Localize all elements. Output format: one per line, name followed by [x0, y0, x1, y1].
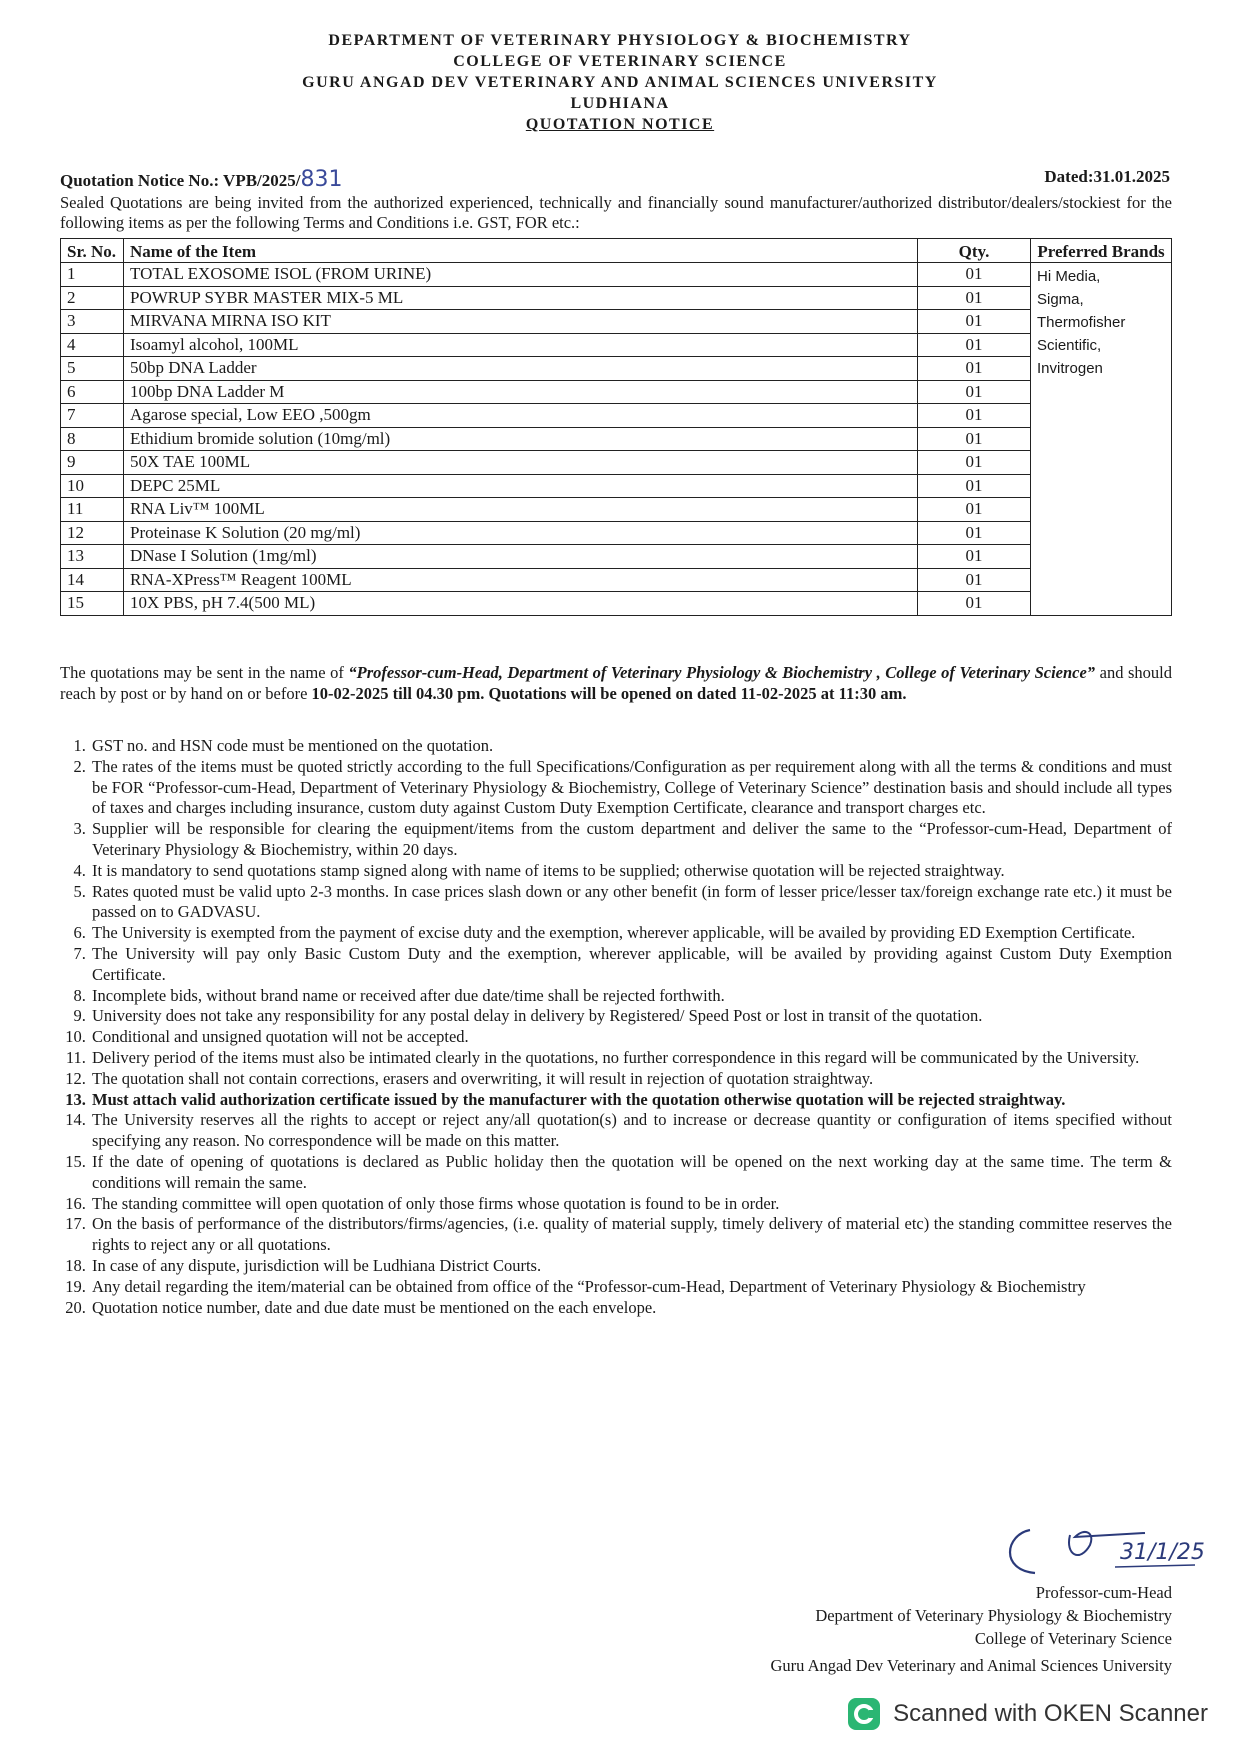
signatory-title: Professor-cum-Head: [1035, 1583, 1172, 1602]
city-title: LUDHIANA: [570, 95, 670, 112]
table-row: [61, 521, 1172, 545]
table-row: [61, 545, 1172, 569]
condition-item: 2. The rates of the items must be quoted strictly according to the full Specifications/Configuration as per requirement along with all the terms & conditions and must be FOR “Professor-cum-Head, Department of Veterinary Physiology & Biochemistry, College of Veterinary Science” destination basis and should include all types of taxes and charges including insurance, custom duty against Custom Duty Exemption Certificate, clearance and transport charges etc.: [90, 757, 1172, 819]
condition-item: 19. Any detail regarding the item/material can be obtained from office of the “Professor-cum-Head, Department of Veterinary Physiology & Biochemistry: [90, 1277, 1172, 1298]
signatory-university: Guru Angad Dev Veterinary and Animal Sciences University: [770, 1656, 1172, 1675]
scanner-watermark: [847, 1697, 1208, 1731]
row-sr-no: 15: [61, 592, 124, 616]
row-item-name: Proteinase K Solution (20 mg/ml): [124, 521, 918, 545]
scanner-label: Scanned with OKEN Scanner: [893, 1700, 1208, 1727]
table-row: [61, 498, 1172, 522]
row-sr-no: 13: [61, 545, 124, 569]
table-row: [61, 568, 1172, 592]
terms-deadline: 10-02-2025 till 04.30 pm. Quotations will be opened on dated 11-02-2025 at 11:30 am: [311, 684, 903, 703]
row-qty: 01: [918, 380, 1031, 404]
row-qty: 01: [918, 286, 1031, 310]
row-sr-no: 11: [61, 498, 124, 522]
brand-name: Thermofisher: [1037, 314, 1126, 331]
row-sr-no: 14: [61, 568, 124, 592]
row-qty: 01: [918, 592, 1031, 616]
row-qty: 01: [918, 568, 1031, 592]
condition-item: 6. The University is exempted from the payment of excise duty and the exemption, wherever applicable, will be availed by providing ED Exemption Certificate.: [90, 923, 1172, 944]
condition-item: 5. Rates quoted must be valid upto 2-3 months. In case prices slash down or any other benefit (in form of lesser price/lesser tax/foreign exchange rate etc.) it must be passed on to GADVASU.: [90, 882, 1172, 924]
row-qty: 01: [918, 404, 1031, 428]
table-row: [61, 592, 1172, 616]
row-item-name: RNA Liv™ 100ML: [124, 498, 918, 522]
condition-item: 13. Must attach valid authorization certificate issued by the manufacturer with the quotation otherwise quotation will be rejected straightway.: [90, 1090, 1172, 1111]
notice-title: QUOTATION NOTICE: [525, 116, 715, 133]
row-sr-no: 12: [61, 521, 124, 545]
row-item-name: MIRVANA MIRNA ISO KIT: [124, 310, 918, 334]
row-item-name: DEPC 25ML: [124, 474, 918, 498]
notice-number-line: [60, 167, 1170, 192]
table-row: [61, 380, 1172, 404]
notice-date: Dated:31.01.2025: [1044, 167, 1170, 186]
items-table: [60, 238, 1172, 616]
row-item-name: 50X TAE 100ML: [124, 451, 918, 475]
row-sr-no: 1: [61, 263, 124, 287]
table-row: [61, 286, 1172, 310]
row-sr-no: 10: [61, 474, 124, 498]
brand-name: Hi Media,: [1037, 268, 1101, 285]
notice-number-label: Quotation Notice No.: VPB/2025/: [60, 171, 301, 190]
row-sr-no: 6: [61, 380, 124, 404]
row-item-name: Ethidium bromide solution (10mg/ml): [124, 427, 918, 451]
table-row: [61, 427, 1172, 451]
row-sr-no: 2: [61, 286, 124, 310]
terms-addressee: “Professor-cum-Head, Department of Veterinary Physiology & Biochemistry , College of Veterinary Science”: [348, 663, 1096, 682]
condition-item: 12. The quotation shall not contain corrections, erasers and overwriting, it will result in rejection of quotation straightway.: [90, 1069, 1172, 1090]
condition-item: 4. It is mandatory to send quotations stamp signed along with name of items to be supplied; otherwise quotation will be rejected straightway.: [90, 861, 1172, 882]
row-sr-no: 9: [61, 451, 124, 475]
handwritten-signature: [995, 1515, 1205, 1585]
preferred-brands-cell: [1031, 263, 1172, 616]
brand-name: Invitrogen: [1037, 360, 1103, 377]
row-item-name: DNase I Solution (1mg/ml): [124, 545, 918, 569]
row-item-name: 50bp DNA Ladder: [124, 357, 918, 381]
row-qty: 01: [918, 263, 1031, 287]
row-item-name: 10X PBS, pH 7.4(500 ML): [124, 592, 918, 616]
row-item-name: Isoamyl alcohol, 100ML: [124, 333, 918, 357]
notice-number-handwritten: 831: [300, 167, 343, 192]
signature-block: [770, 1582, 1172, 1678]
condition-item: 20. Quotation notice number, date and due date must be mentioned on the each envelope.: [90, 1298, 1172, 1319]
header-sr-no: Sr. No.: [61, 239, 124, 263]
department-title: DEPARTMENT OF VETERINARY PHYSIOLOGY & BIOCHEMISTRY: [328, 32, 912, 49]
table-row: [61, 310, 1172, 334]
condition-item: 17. On the basis of performance of the distributors/firms/agencies, (i.e. quality of material supply, timely delivery of material etc) the standing committee reserves the rights to reject any or all quotations.: [90, 1214, 1172, 1256]
header-item-name: Name of the Item: [124, 239, 918, 263]
terms-part-3: and should reach by post or by hand on or before: [60, 663, 1173, 703]
row-qty: 01: [918, 357, 1031, 381]
row-qty: 01: [918, 427, 1031, 451]
conditions-list: [60, 736, 1172, 1318]
table-row: [61, 357, 1172, 381]
intro-paragraph: Sealed Quotations are being invited from the authorized experienced, technically and financially sound manufacturer/authorized distributor/dealers/stockiest for the following items as per the following Terms and Conditions i.e. GST, FOR etc.:: [60, 193, 1172, 232]
header-qty: Qty.: [918, 239, 1031, 263]
row-qty: 01: [918, 545, 1031, 569]
terms-end: .: [902, 684, 907, 703]
condition-item: 10. Conditional and unsigned quotation will not be accepted.: [90, 1027, 1172, 1048]
condition-item: 18. In case of any dispute, jurisdiction will be Ludhiana District Courts.: [90, 1256, 1172, 1277]
row-item-name: RNA-XPress™ Reagent 100ML: [124, 568, 918, 592]
signatory-college: College of Veterinary Science: [974, 1629, 1172, 1648]
condition-item: 3. Supplier will be responsible for clearing the equipment/items from the custom department and deliver the same to the “Professor-cum-Head, Department of Veterinary Physiology & Biochemistry, within 20 days.: [90, 819, 1172, 861]
row-qty: 01: [918, 310, 1031, 334]
row-sr-no: 4: [61, 333, 124, 357]
condition-item: 9. University does not take any responsibility for any postal delay in delivery by Registered/ Speed Post or lost in transit of the quotation.: [90, 1006, 1172, 1027]
table-row: [61, 404, 1172, 428]
signature-date: 31/1/25: [1120, 1540, 1205, 1565]
row-qty: 01: [918, 498, 1031, 522]
row-qty: 01: [918, 451, 1031, 475]
table-row: [61, 451, 1172, 475]
row-item-name: POWRUP SYBR MASTER MIX-5 ML: [124, 286, 918, 310]
condition-item: 14. The University reserves all the rights to accept or reject any/all quotation(s) and to increase or decrease quantity or configuration of items specified without specifying any reason. No correspondence will be made on this matter.: [90, 1110, 1172, 1152]
condition-item: 11. Delivery period of the items must also be intimated clearly in the quotations, no further correspondence in this regard will be communicated by the University.: [90, 1048, 1172, 1069]
terms-part-1: The quotations may be sent in the name of: [60, 663, 344, 682]
row-sr-no: 5: [61, 357, 124, 381]
row-qty: 01: [918, 333, 1031, 357]
row-sr-no: 7: [61, 404, 124, 428]
document-header: [0, 30, 1240, 135]
table-row: [61, 333, 1172, 357]
items-table-body: [61, 263, 1172, 616]
brand-name: Sigma,: [1037, 291, 1084, 308]
row-item-name: TOTAL EXOSOME ISOL (FROM URINE): [124, 263, 918, 287]
row-qty: 01: [918, 521, 1031, 545]
table-header-row: [61, 239, 1172, 263]
brand-name: Scientific,: [1037, 337, 1102, 354]
condition-item: 15. If the date of opening of quotations is declared as Public holiday then the quotation will be opened on the next working day at the same time. The term & conditions will remain the same.: [90, 1152, 1172, 1194]
signatory-department: Department of Veterinary Physiology & Biochemistry: [815, 1606, 1172, 1625]
condition-item: 7. The University will pay only Basic Custom Duty and the exemption, wherever applicable, will be availed by providing against Custom Duty Exemption Certificate.: [90, 944, 1172, 986]
header-preferred-brands: Preferred Brands: [1031, 239, 1172, 263]
oken-scanner-logo-icon: [847, 1697, 881, 1731]
condition-item: 1. GST no. and HSN code must be mentioned on the quotation.: [90, 736, 1172, 757]
submission-terms: [60, 662, 1172, 704]
row-sr-no: 3: [61, 310, 124, 334]
university-title: GURU ANGAD DEV VETERINARY AND ANIMAL SCIENCES UNIVERSITY: [302, 74, 938, 91]
row-item-name: Agarose special, Low EEO ,500gm: [124, 404, 918, 428]
row-qty: 01: [918, 474, 1031, 498]
condition-item: 16. The standing committee will open quotation of only those firms whose quotation is found to be in order.: [90, 1194, 1172, 1215]
college-title: COLLEGE OF VETERINARY SCIENCE: [453, 53, 787, 70]
table-row: [61, 474, 1172, 498]
table-row: [61, 263, 1172, 287]
row-item-name: 100bp DNA Ladder M: [124, 380, 918, 404]
row-sr-no: 8: [61, 427, 124, 451]
condition-item: 8. Incomplete bids, without brand name or received after due date/time shall be rejected forthwith.: [90, 986, 1172, 1007]
